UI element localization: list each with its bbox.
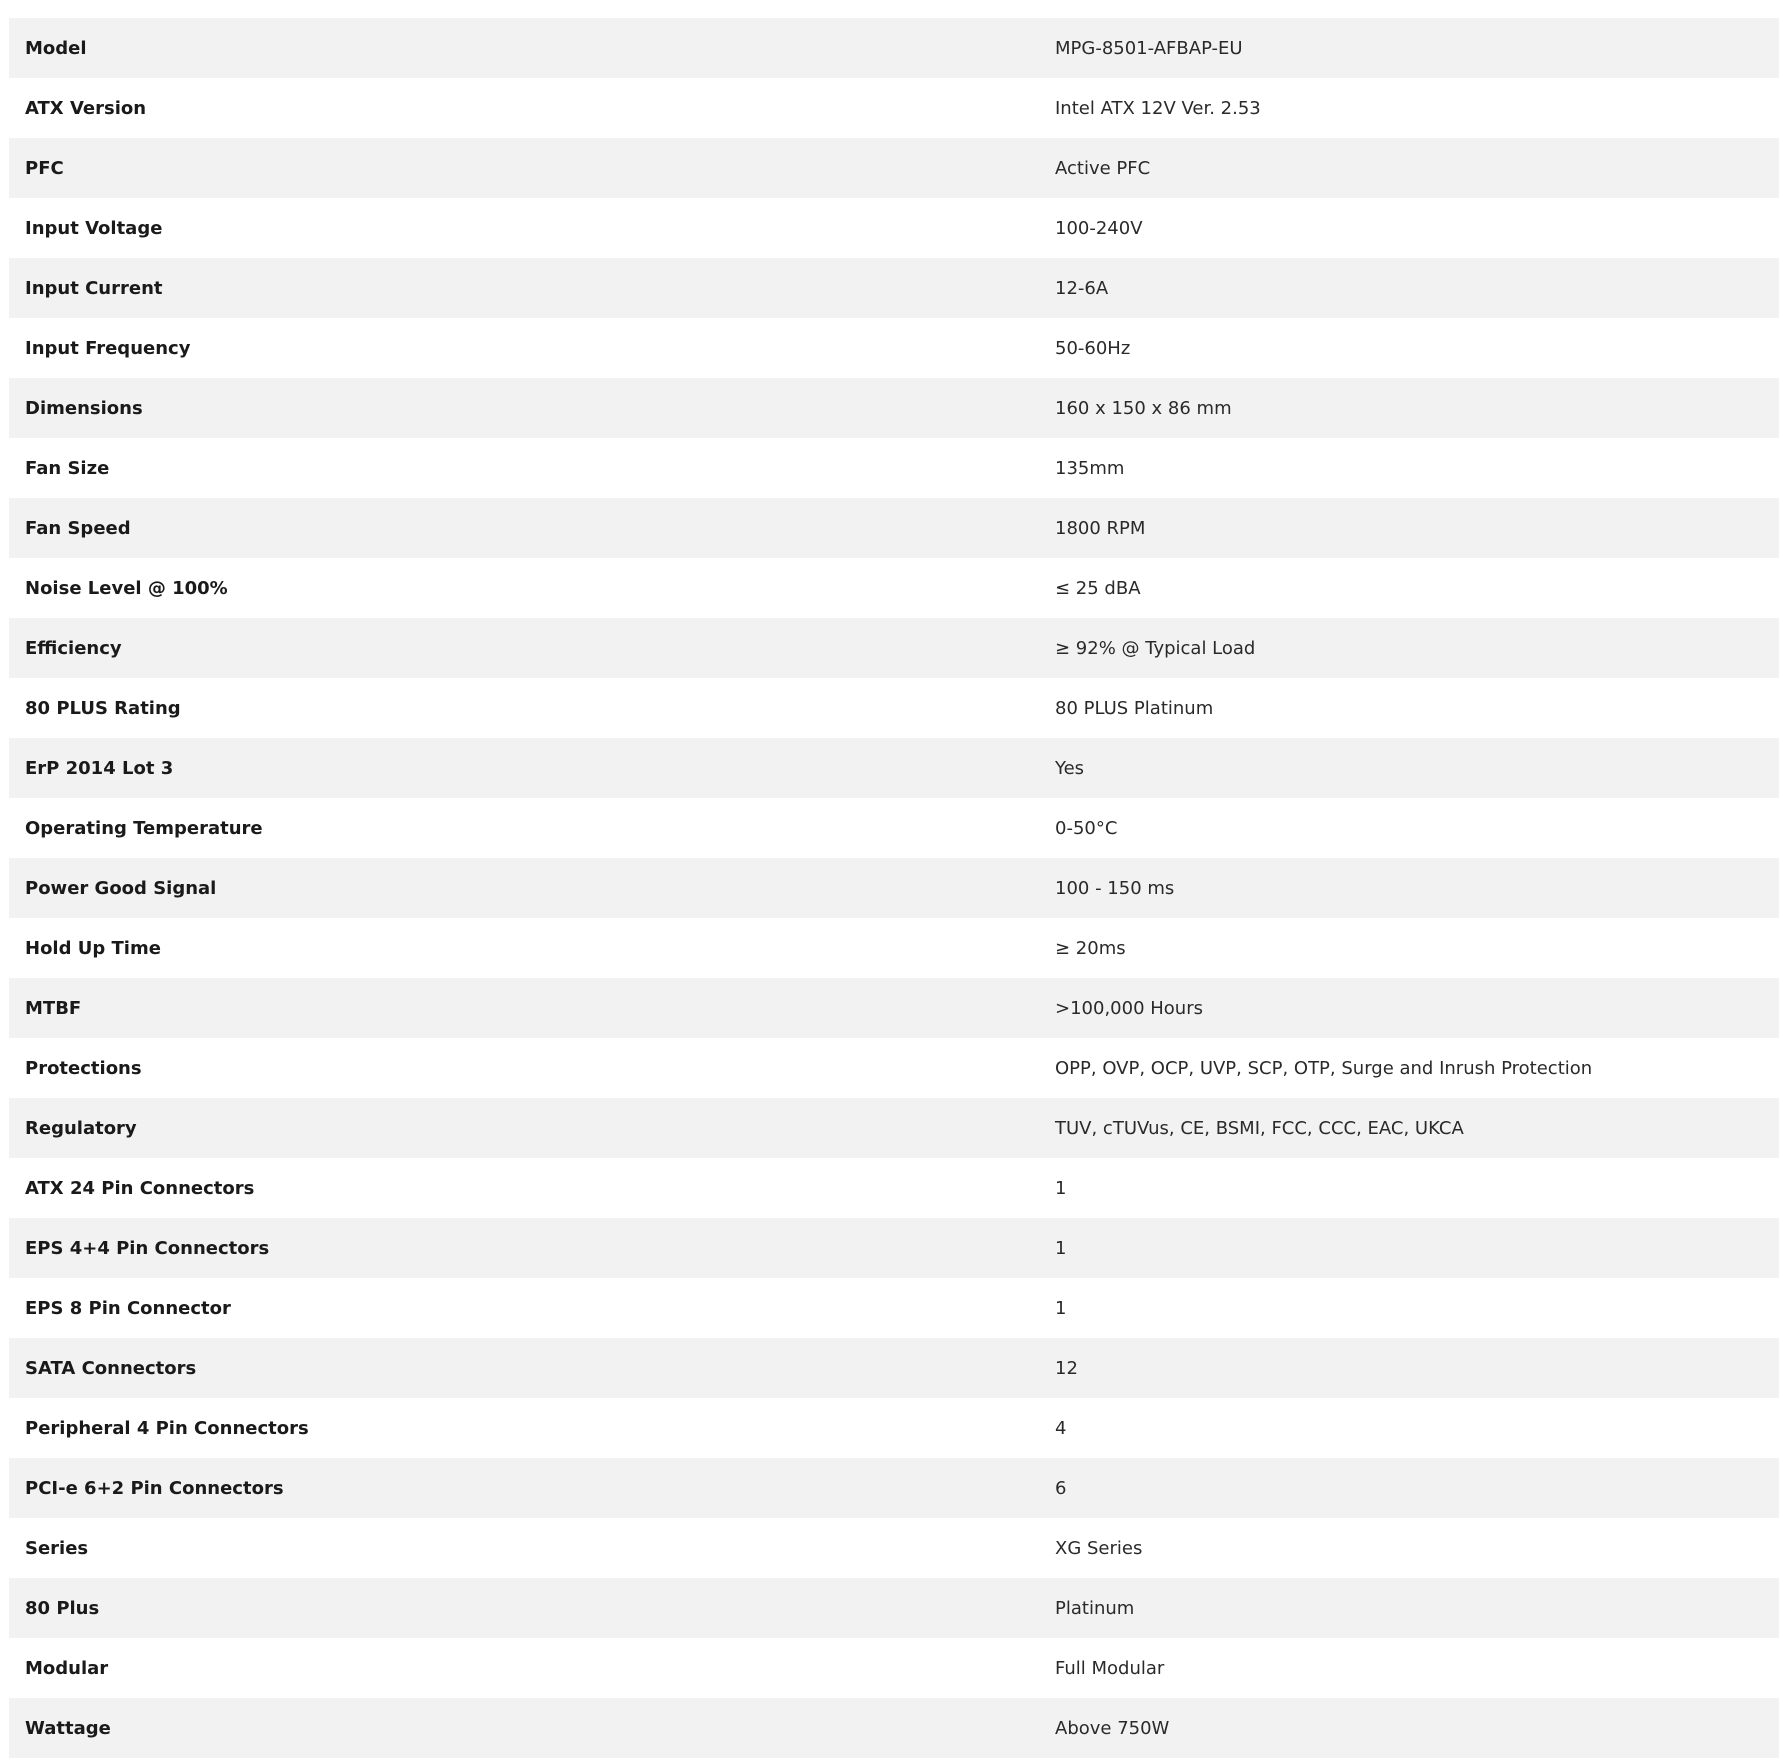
spec-row-input-current (9, 258, 1779, 318)
spec-label: Fan Speed (25, 517, 131, 539)
spec-row-mtbf (9, 978, 1779, 1038)
spec-label: Protections (25, 1057, 142, 1079)
spec-row-erp (9, 738, 1779, 798)
spec-row-series (9, 1518, 1779, 1578)
spec-row-atx-24-pin (9, 1158, 1779, 1218)
spec-row-eps-8-pin (9, 1278, 1779, 1338)
spec-row-regulatory (9, 1098, 1779, 1158)
spec-value: Platinum (1055, 1597, 1135, 1619)
spec-value: 1 (1055, 1237, 1067, 1259)
spec-row-wattage (9, 1698, 1779, 1758)
spec-value: 4 (1055, 1417, 1067, 1439)
spec-label: PFC (25, 157, 64, 179)
spec-value: 0-50°C (1055, 817, 1118, 839)
spec-label: Regulatory (25, 1117, 137, 1139)
spec-value: 1 (1055, 1297, 1067, 1319)
spec-label: 80 PLUS Rating (25, 697, 181, 719)
spec-value: Active PFC (1055, 157, 1151, 179)
spec-row-modular (9, 1638, 1779, 1698)
spec-row-sata (9, 1338, 1779, 1398)
spec-value: >100,000 Hours (1055, 997, 1203, 1019)
spec-label: Model (25, 37, 87, 59)
spec-value: OPP, OVP, OCP, UVP, SCP, OTP, Surge and Inrush Protection (1055, 1057, 1593, 1079)
spec-row-80plus (9, 1578, 1779, 1638)
spec-label: Efficiency (25, 637, 122, 659)
spec-row-noise-level (9, 558, 1779, 618)
spec-label: ErP 2014 Lot 3 (25, 757, 174, 779)
spec-value: 1 (1055, 1177, 1067, 1199)
spec-row-fan-speed (9, 498, 1779, 558)
spec-row-atx-version (9, 78, 1779, 138)
spec-row-eps-4-4-pin (9, 1218, 1779, 1278)
spec-value: 50-60Hz (1055, 337, 1131, 359)
spec-label: Input Voltage (25, 217, 163, 239)
spec-table (9, 18, 1779, 1758)
spec-label: EPS 4+4 Pin Connectors (25, 1237, 270, 1259)
spec-label: Series (25, 1537, 89, 1559)
spec-value: XG Series (1055, 1537, 1143, 1559)
spec-value: 160 x 150 x 86 mm (1055, 397, 1232, 419)
spec-label: Fan Size (25, 457, 110, 479)
spec-row-peripheral-4-pin (9, 1398, 1779, 1458)
spec-label: SATA Connectors (25, 1357, 197, 1379)
spec-value: TUV, cTUVus, CE, BSMI, FCC, CCC, EAC, UKCA (1055, 1117, 1464, 1139)
spec-label: Modular (25, 1657, 109, 1679)
spec-value: MPG-8501-AFBAP-EU (1055, 37, 1243, 59)
spec-value: Above 750W (1055, 1717, 1170, 1739)
spec-row-power-good-signal (9, 858, 1779, 918)
spec-value: 12 (1055, 1357, 1078, 1379)
spec-label: Wattage (25, 1717, 111, 1739)
spec-row-fan-size (9, 438, 1779, 498)
spec-row-input-frequency (9, 318, 1779, 378)
spec-label: Input Current (25, 277, 163, 299)
spec-value: Full Modular (1055, 1657, 1165, 1679)
spec-row-dimensions (9, 378, 1779, 438)
spec-label: MTBF (25, 997, 82, 1019)
spec-value: Intel ATX 12V Ver. 2.53 (1055, 97, 1261, 119)
spec-row-efficiency (9, 618, 1779, 678)
spec-value: Yes (1055, 757, 1085, 779)
spec-label: EPS 8 Pin Connector (25, 1297, 231, 1319)
spec-row-protections (9, 1038, 1779, 1098)
spec-row-hold-up-time (9, 918, 1779, 978)
spec-value: 80 PLUS Platinum (1055, 697, 1214, 719)
spec-row-operating-temperature (9, 798, 1779, 858)
spec-row-input-voltage (9, 198, 1779, 258)
spec-row-80plus-rating (9, 678, 1779, 738)
spec-value: ≥ 92% @ Typical Load (1055, 637, 1256, 659)
spec-label: ATX Version (25, 97, 147, 119)
spec-label: Operating Temperature (25, 817, 263, 839)
spec-row-pfc (9, 138, 1779, 198)
spec-value: ≥ 20ms (1055, 937, 1126, 959)
spec-label: 80 Plus (25, 1597, 100, 1619)
spec-label: Power Good Signal (25, 877, 217, 899)
spec-row-model (9, 18, 1779, 78)
spec-value: 100 - 150 ms (1055, 877, 1175, 899)
spec-label: Dimensions (25, 397, 143, 419)
spec-value: 12-6A (1055, 277, 1109, 299)
spec-value: 1800 RPM (1055, 517, 1146, 539)
spec-label: Input Frequency (25, 337, 191, 359)
spec-label: ATX 24 Pin Connectors (25, 1177, 255, 1199)
spec-label: Peripheral 4 Pin Connectors (25, 1417, 309, 1439)
spec-value: ≤ 25 dBA (1055, 577, 1141, 599)
spec-label: PCI-e 6+2 Pin Connectors (25, 1477, 284, 1499)
spec-label: Noise Level @ 100% (25, 577, 228, 599)
spec-value: 100-240V (1055, 217, 1143, 239)
spec-value: 135mm (1055, 457, 1125, 479)
spec-row-pcie-6-2-pin (9, 1458, 1779, 1518)
spec-label: Hold Up Time (25, 937, 161, 959)
spec-value: 6 (1055, 1477, 1067, 1499)
